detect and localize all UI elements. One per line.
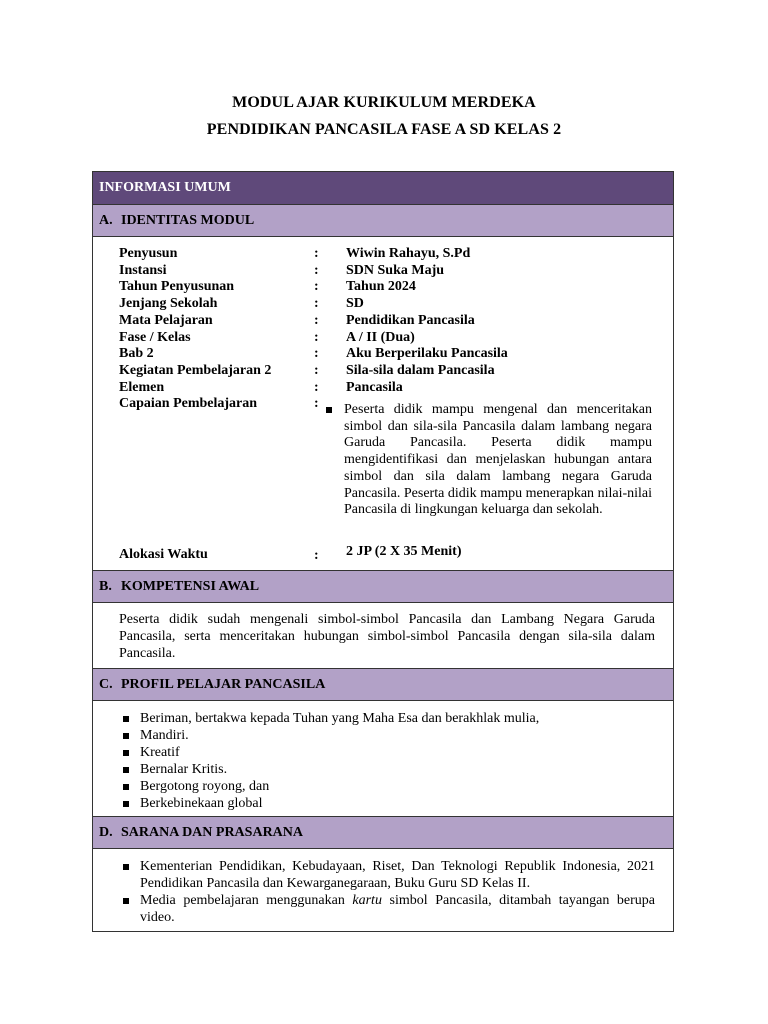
section-header-label: IDENTITAS MODUL bbox=[121, 212, 255, 228]
square-bullet-icon bbox=[123, 767, 129, 773]
identity-value: Aku Berperilaku Pancasila bbox=[346, 346, 508, 362]
identity-separator: : bbox=[314, 296, 319, 312]
identity-value: Wiwin Rahayu, S.Pd bbox=[346, 246, 471, 261]
identity-separator: : bbox=[314, 548, 319, 563]
identity-separator: : bbox=[314, 362, 319, 378]
document-title: MODUL AJAR KURIKULUM MERDEKA bbox=[232, 94, 536, 111]
list-item-text: Media pembelajaran menggunakan bbox=[140, 893, 353, 908]
list-item-text: simbol Pancasila, ditambah tayangan berupa video. bbox=[140, 893, 655, 925]
identity-label: Penyusun bbox=[119, 246, 178, 261]
identity-separator: : bbox=[314, 312, 319, 328]
list-item-text: Kreatif bbox=[140, 745, 180, 760]
list-item-text: Berkebinekaan global bbox=[140, 796, 263, 811]
list-item-text: Bernalar Kritis. bbox=[140, 762, 228, 777]
sarana-prasarana-list bbox=[93, 849, 673, 933]
profil-pelajar-content bbox=[93, 701, 673, 817]
identity-value: SD bbox=[346, 296, 364, 312]
section-header-label: PROFIL PELAJAR PANCASILA bbox=[121, 676, 326, 692]
identity-label: Instansi bbox=[119, 262, 167, 278]
identity-value: Pancasila bbox=[346, 379, 403, 395]
identity-label: Mata Pelajaran bbox=[119, 312, 213, 328]
module-info-table bbox=[92, 171, 674, 932]
list-item-text: Bergotong royong, dan bbox=[140, 779, 270, 794]
list-item bbox=[140, 778, 655, 795]
identity-label: Kegiatan Pembelajaran 2 bbox=[119, 362, 272, 378]
section-header-informasi-umum bbox=[93, 172, 673, 205]
identity-value: Tahun 2024 bbox=[346, 279, 416, 295]
list-item bbox=[140, 892, 655, 926]
section-header-label: INFORMASI UMUM bbox=[99, 180, 231, 195]
sarana-prasarana-content bbox=[93, 849, 673, 931]
list-item bbox=[140, 858, 655, 892]
identity-separator: : bbox=[314, 346, 319, 362]
profil-pelajar-list bbox=[93, 701, 673, 819]
list-item bbox=[140, 710, 655, 727]
section-header-profil-pelajar bbox=[93, 669, 673, 701]
identity-label: Alokasi Waktu bbox=[119, 547, 208, 562]
square-bullet-icon bbox=[123, 733, 129, 739]
section-number: A. bbox=[99, 212, 113, 228]
identity-value: Sila-sila dalam Pancasila bbox=[346, 362, 495, 378]
identity-separator: : bbox=[314, 246, 319, 261]
list-item bbox=[140, 727, 655, 744]
section-header-identitas-modul bbox=[93, 205, 673, 237]
identity-label: Tahun Penyusunan bbox=[119, 279, 235, 295]
square-bullet-icon bbox=[123, 716, 129, 722]
list-item-italic-text: kartu bbox=[352, 893, 382, 908]
capaian-pembelajaran-text: Peserta didik mampu mengenal dan menceritakan simbol dan sila-sila Pancasila dalam lambang negara Garuda Pancasila. Peserta didik mampu mengidentifikasi dan menjelaskan hubungan antara simbol dan sila dalam lambang negara Garuda Pancasila. Peserta didik mampu menerapkan nilai-nilai Pancasila di lingkungan keluarga dan sekolah. bbox=[344, 402, 652, 518]
identity-separator: : bbox=[314, 379, 319, 395]
capaian-pembelajaran-item bbox=[344, 402, 652, 519]
section-number: B. bbox=[99, 578, 112, 594]
section-header-label: SARANA DAN PRASARANA bbox=[121, 824, 304, 840]
document-subtitle: PENDIDIKAN PANCASILA FASE A SD KELAS 2 bbox=[206, 121, 562, 138]
identity-separator: : bbox=[314, 279, 319, 295]
list-item-text: Beriman, bertakwa kepada Tuhan yang Maha Esa dan berakhlak mulia, bbox=[140, 711, 540, 726]
identity-value: Pendidikan Pancasila bbox=[346, 312, 475, 328]
list-item-text: Kementerian Pendidikan, Kebudayaan, Riset, Dan Teknologi Republik Indonesia, 2021 Pendidikan Pancasila dan Kewarganegaraan, Buku Guru SD Kelas II. bbox=[140, 859, 655, 891]
square-bullet-icon bbox=[123, 801, 129, 807]
identity-separator: : bbox=[314, 262, 319, 278]
identity-label: Bab 2 bbox=[119, 346, 154, 362]
square-bullet-icon bbox=[326, 407, 332, 413]
section-header-label: KOMPETENSI AWAL bbox=[121, 578, 260, 594]
identity-value: SDN Suka Maju bbox=[346, 262, 445, 278]
section-number: D. bbox=[99, 824, 113, 840]
identity-value: 2 JP (2 X 35 Menit) bbox=[346, 544, 462, 559]
identity-label: Jenjang Sekolah bbox=[119, 296, 218, 312]
list-item-text: Mandiri. bbox=[140, 728, 189, 743]
square-bullet-icon bbox=[123, 750, 129, 756]
list-item bbox=[140, 795, 655, 812]
section-header-sarana-prasarana bbox=[93, 817, 673, 849]
square-bullet-icon bbox=[123, 784, 129, 790]
identity-label: Capaian Pembelajaran bbox=[119, 396, 258, 412]
identity-label: Fase / Kelas bbox=[119, 329, 191, 345]
section-header-kompetensi-awal bbox=[93, 571, 673, 603]
kompetensi-awal-content bbox=[93, 603, 673, 669]
square-bullet-icon bbox=[123, 898, 129, 904]
list-item bbox=[140, 761, 655, 778]
identity-details bbox=[93, 237, 673, 571]
list-item bbox=[140, 744, 655, 761]
identity-separator: : bbox=[314, 396, 319, 412]
identity-separator: : bbox=[314, 329, 319, 345]
section-number: C. bbox=[99, 676, 113, 692]
square-bullet-icon bbox=[123, 864, 129, 870]
kompetensi-awal-text: Peserta didik sudah mengenali simbol-simbol Pancasila dan Lambang Negara Garuda Pancasila, serta menceritakan hubungan simbol-simbol Pancasila dengan sila-sila dalam Pancasila. bbox=[119, 612, 655, 661]
identity-value: A / II (Dua) bbox=[346, 329, 415, 345]
identity-label: Elemen bbox=[119, 379, 165, 395]
